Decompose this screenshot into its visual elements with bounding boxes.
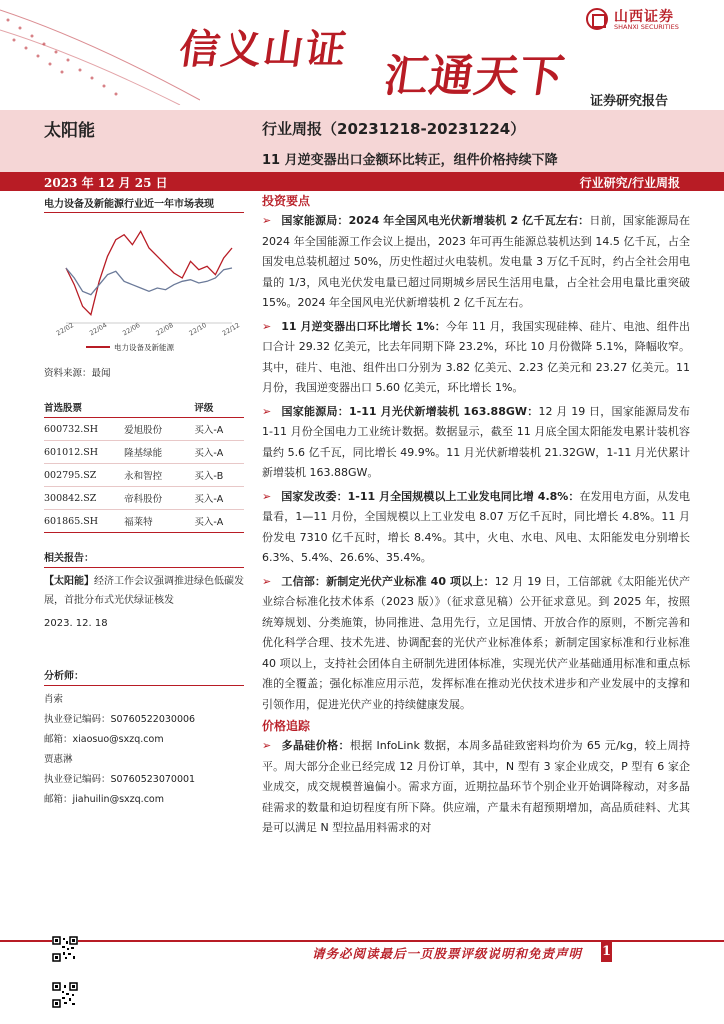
stock-name: 福莱特 xyxy=(124,510,180,533)
logo-name-cn: 山西证券 xyxy=(614,9,674,25)
analyst-email[interactable]: 邮箱：xiaosuo@sxzq.com xyxy=(44,734,164,745)
bullet-paragraph xyxy=(262,572,690,716)
bullet-text: 根据 InfoLink 数据，本周多晶硅致密料均价为 65 元/kg，较上周持平。周大部分企业已经完成 12 月份订单，其中，N 型有 3 家企业成交，P 型有 6 家企业成交，成交规模普遍偏小。需求方面，近期拉晶环节个别企业开始调降稼动，对多晶硅需求的数量和迫切程度有所下降。供应端，产量未有超预期增加，高品质硅料、尤其是可以满足 N 型拉晶用料需求的对 xyxy=(262,739,691,834)
slogan-part1: 信义山证 xyxy=(176,26,351,73)
chart-source: 资料来源：最闻 xyxy=(44,368,111,379)
report-type: 证券研究报告 xyxy=(590,94,669,109)
report-category: 行业研究/行业周报 xyxy=(579,176,680,190)
sidebar xyxy=(44,193,244,810)
table-row xyxy=(44,510,244,533)
stock-code: 601012.SH xyxy=(44,441,124,464)
stock-header-rating: 评级 xyxy=(180,397,244,418)
stock-name: 帝科股份 xyxy=(124,487,180,510)
bullet-paragraph xyxy=(262,317,690,399)
chart-x-tick-label: 22/04 xyxy=(88,321,109,338)
related-reports-title: 相关报告： xyxy=(44,549,244,568)
perf-chart-title: 电力设备及新能源行业近一年市场表现 xyxy=(44,193,244,213)
analyst-email[interactable]: 邮箱：jiahuilin@sxzq.com xyxy=(44,794,164,805)
table-row xyxy=(44,464,244,487)
related-report xyxy=(44,572,244,610)
stock-rating: 买入-A xyxy=(180,418,244,441)
analyst-license: 执业登记编码：S0760522030006 xyxy=(44,714,196,725)
bullet-title: 11 月逆变器出口环比增长 1%： xyxy=(281,319,446,333)
related-report-tag: 【太阳能】 xyxy=(44,576,94,587)
company-logo xyxy=(586,6,716,36)
stock-code: 600732.SH xyxy=(44,418,124,441)
stock-table-header xyxy=(44,397,244,418)
bullet-text: 在发用电方面，从发电量看，1—11 月份，全国规模以上工业发电 8.07 万亿千瓦时，同比增长 4.8%。11 月份发电 7310 亿千瓦时，增长 8.4%。其中，火电、水电、风电、太阳能发电分别增长 6.3%、5.4%、26.6%、35.4%。 xyxy=(262,489,691,564)
arrow-bullet-icon: ➢ xyxy=(262,489,272,503)
stock-code: 300842.SZ xyxy=(44,487,124,510)
stock-code: 002795.SZ xyxy=(44,464,124,487)
related-report-text: 经济工作会议强调推进绿色低碳发展，首批分布式光伏绿证核发 xyxy=(44,576,244,606)
arrow-bullet-icon: ➢ xyxy=(262,214,272,227)
arrow-bullet-icon: ➢ xyxy=(262,739,272,752)
footer-line xyxy=(0,940,724,942)
section-investment-highlights: 投资要点 xyxy=(262,194,311,208)
bullet-paragraph xyxy=(262,402,690,484)
bullet-title: 工信部：新制定光伏产业标准 40 项以上： xyxy=(281,574,495,588)
chart-legend-label: 电力设备及新能源 xyxy=(114,343,174,352)
stock-rating: 买入-A xyxy=(180,487,244,510)
chart-x-tick-label: 22/10 xyxy=(187,321,208,338)
bullet-paragraph xyxy=(262,211,690,314)
analyst-name: 肖索 xyxy=(44,694,64,705)
qr-code-icon[interactable] xyxy=(52,982,78,1008)
bullet-text: 日前，国家能源局在 2024 年全国能源工作会议上提出，2023 年可再生能源总装机达到 14.5 亿千瓦，占全国发电总装机超过 50%，历史性超过火电装机。发电量 3 万亿千瓦时，约占全社会用电量的 1/3，风电光伏发电量已超过同期城乡居民生活用电量，占全社会用电量比重突破 15%。2024 年全国风电光伏新增装机 2 亿千瓦左右。 xyxy=(262,214,690,309)
related-report-date: 2023. 12. 18 xyxy=(44,618,108,629)
chart-series-line-1 xyxy=(66,268,232,295)
bullet-paragraph xyxy=(262,736,690,839)
chart-x-tick-label: 22/08 xyxy=(154,321,175,338)
footer-disclaimer: 请务必阅读最后一页股票评级说明和免责声明 xyxy=(312,946,583,961)
bullet-text: 12 月 19 日，工信部就《太阳能光伏产业综合标准化技术体系（2023 版）》（征求意见稿）公开征求意见。到 2025 年，按照统筹规划、分类施策，协同推进、急用先行，立足国情、开放合作的原则，不断完善和优化科学合理、技术先进、协调配套的光伏产业标准体系；新制定国家标准和行业标准 40 项以上，支持社会团体自主研制先进团体标准，实现光伏产业基础通用标准和重点标准的全覆盖；强化标准应用示范，发挥标准在推动光伏技术进步和产业发展中的支撑和引领作用，促进光伏产业的持续健康发展。 xyxy=(262,574,690,711)
stock-name: 爱旭股份 xyxy=(124,418,180,441)
analyst-block xyxy=(44,690,244,810)
page-number: 1 xyxy=(601,942,612,962)
main-content xyxy=(262,193,690,842)
chart-series-line-0 xyxy=(66,231,232,314)
arrow-bullet-icon: ➢ xyxy=(262,574,272,588)
report-title: 行业周报（20231218-20231224） xyxy=(262,120,526,138)
report-headline: 11 月逆变器出口金额环比转正，组件价格持续下降 xyxy=(262,153,558,168)
stock-name: 永和智控 xyxy=(124,464,180,487)
performance-chart xyxy=(44,219,244,359)
chart-x-tick-label: 22/12 xyxy=(220,321,242,338)
section-price-tracking: 价格追踪 xyxy=(262,719,311,733)
stock-header-name xyxy=(124,397,180,418)
industry-name: 太阳能 xyxy=(44,121,95,141)
bullet-paragraph xyxy=(262,487,690,569)
table-row xyxy=(44,418,244,441)
logo-name-en: SHANXI SECURITIES xyxy=(614,23,679,31)
bullet-title: 国家能源局：2024 年全国风电光伏新增装机 2 亿千瓦左右： xyxy=(281,214,590,227)
report-date: 2023 年 12 月 25 日 xyxy=(44,176,168,190)
slogan-part2: 汇通天下 xyxy=(380,51,568,102)
header-decoration xyxy=(0,0,200,105)
bullet-title: 国家发改委：1-11 月全国规模以上工业发电同比增 4.8%： xyxy=(281,489,580,503)
stock-code: 601865.SH xyxy=(44,510,124,533)
bullet-title: 多晶硅价格： xyxy=(281,739,350,752)
qr-code-icon[interactable] xyxy=(52,936,78,962)
stock-header-code: 首选股票 xyxy=(44,397,124,418)
stock-rating: 买入-A xyxy=(180,441,244,464)
table-row xyxy=(44,487,244,510)
analysts-title: 分析师： xyxy=(44,667,244,686)
stock-rating: 买入-A xyxy=(180,510,244,533)
table-row xyxy=(44,441,244,464)
bullet-title: 国家能源局：1-11 月光伏新增装机 163.88GW： xyxy=(281,404,539,418)
stock-name: 隆基绿能 xyxy=(124,441,180,464)
chart-x-tick-label: 22/06 xyxy=(121,321,142,338)
stock-table xyxy=(44,397,244,533)
arrow-bullet-icon: ➢ xyxy=(262,319,272,333)
bullet-text: 12 月 19 日，国家能源局发布 1-11 月份全国电力工业统计数据。数据显示，截至 11 月底全国太阳能发电累计装机容量约 5.6 亿千瓦，同比增长 49.9%。11 月光伏新增装机 21.32GW，1-11 月光伏累计新增装机 163.88GW。 xyxy=(262,404,690,479)
analyst-license: 执业登记编码：S0760523070001 xyxy=(44,774,196,785)
stock-rating: 买入-B xyxy=(180,464,244,487)
arrow-bullet-icon: ➢ xyxy=(262,404,272,418)
chart-x-tick-label: 22/02 xyxy=(54,321,76,338)
analyst-name: 贾惠淋 xyxy=(44,754,73,765)
bullet-text: 今年 11 月，我国实现硅棒、硅片、电池、组件出口合计 29.32 亿美元，比去年同期下降 23.2%，环比 10 月份微降 5.1%，降幅收窄。其中，硅片、电池、组件出口分别为 3.82 亿美元、2.23 亿美元和 23.27 亿美元。11 月份，我国逆变器出口 5.60 亿美元，环比增长 1%。 xyxy=(262,319,690,394)
logo-mark-icon xyxy=(586,8,608,30)
